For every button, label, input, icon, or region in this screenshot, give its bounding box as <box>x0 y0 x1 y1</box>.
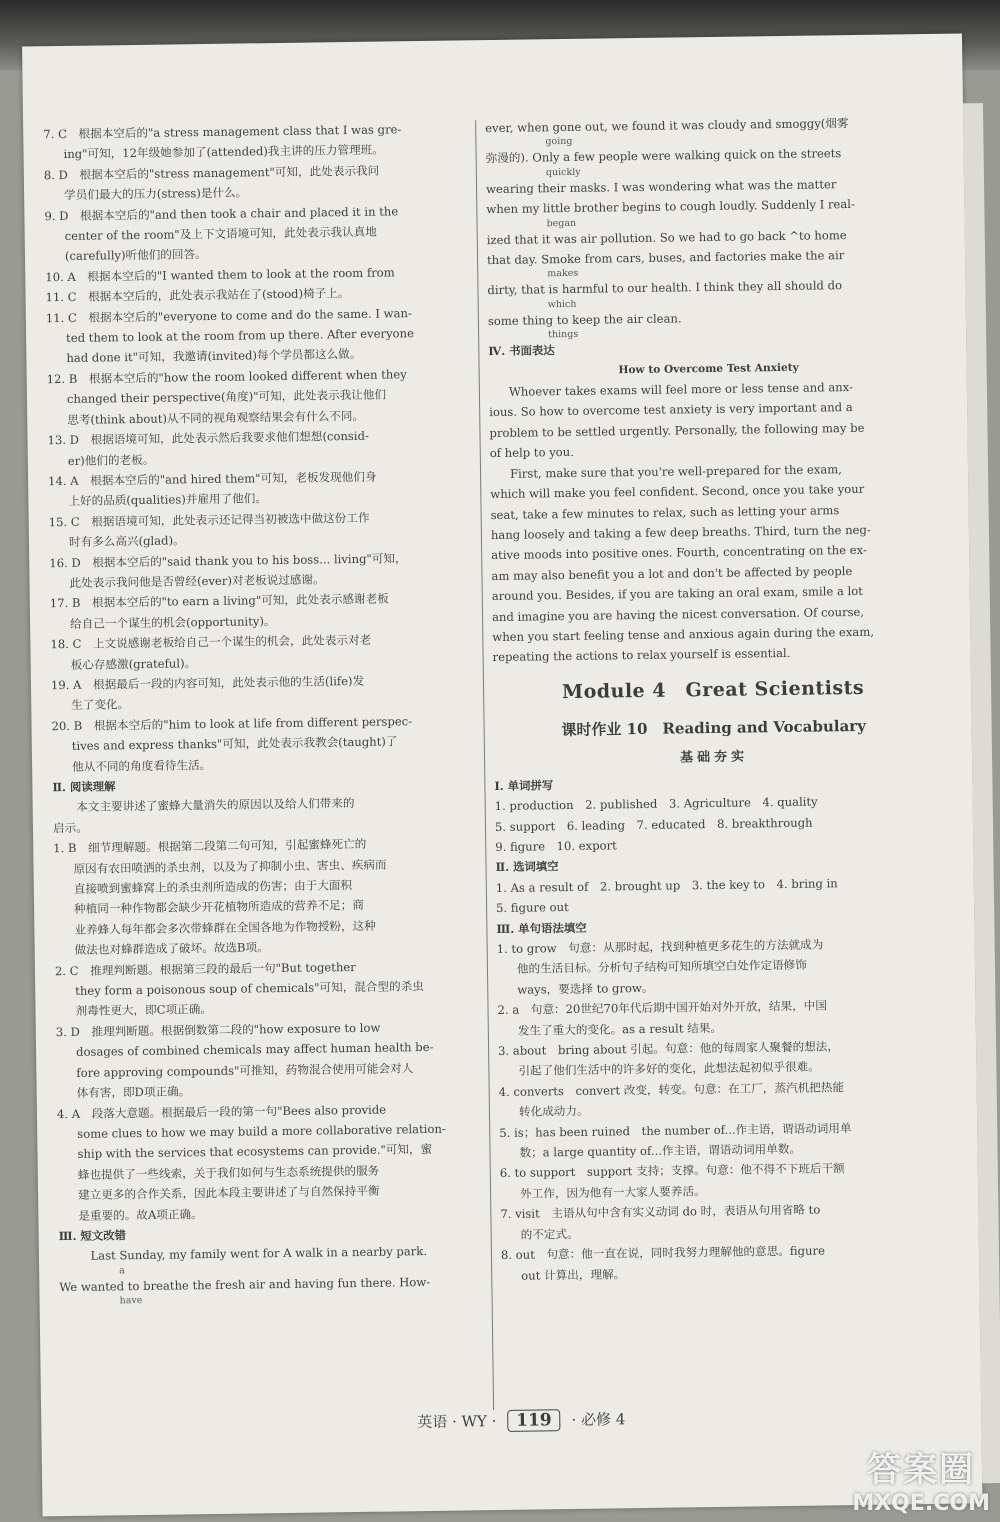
text-line: wearing their masks. I was wondering what was the matter <box>485 177 837 196</box>
answer-line: 9. figure 10. export <box>495 838 617 855</box>
module-title: Module 4 Great Scientists <box>561 676 865 703</box>
text-line: ship with the services that ecosystems can provide."可知，蜜 <box>77 1142 433 1162</box>
text-line: fore approving compounds"可推知，药物混合使用可能会对人 <box>76 1060 414 1080</box>
text-line: that day. Smoke from cars, buses, and factories make the air <box>486 248 845 268</box>
correction-mark: began <box>546 217 577 229</box>
answer-line: 1. As a result of 2. brought up 3. the key to 4. bring in <box>495 876 838 895</box>
text-line: ing"可知，12年级她参加了(attended)我主讲的压力管理班。 <box>63 142 384 162</box>
text-line: er)他们的老板。 <box>67 452 155 468</box>
text-line: We wanted to breathe the fresh air and having fun there. How- <box>59 1274 431 1294</box>
essay-title: How to Overcome Test Anxiety <box>618 361 799 376</box>
essay-line: Whoever takes exams will feel more or less tense and anx- <box>508 380 854 399</box>
text-line: 7. C 根据本空后的"a stress management class that I was gre- <box>43 122 402 142</box>
answer-line: 1. production 2. published 3. Agriculture 4. quality <box>494 794 818 814</box>
essay-body <box>489 376 933 668</box>
essay-line: repeating the actions to relax yourself is essential. <box>492 646 791 665</box>
page-number: 119 <box>507 1409 561 1432</box>
answer-line: 7. visit 主语从句中含有实义动词 do 时，表语从句用省略 to <box>500 1202 821 1222</box>
text-line: 上好的品质(qualities)并雇用了他们。 <box>68 491 268 509</box>
text-line: 1. B 细节理解题。根据第二段第二句可知，引起蜜蜂死亡的 <box>53 837 367 856</box>
text-line: some clues to how we may build a more collaborative relation- <box>77 1121 446 1141</box>
text-line: Last Sunday, my family went for A walk in a nearby park. <box>78 1244 428 1264</box>
section-heading: Ⅱ. 阅读理解 <box>52 779 116 795</box>
text-line: ized that it was air pollution. So we had to go back ^to home <box>486 227 847 247</box>
essay-line: and imagine you are having the nicest conversation. Of course, <box>491 604 865 624</box>
text-line: 启示。 <box>52 820 88 836</box>
text-line: had done it"可知，我邀请(invited)每个学员都这么做。 <box>66 347 362 366</box>
answer-line: 转化成动力。 <box>518 1104 589 1119</box>
text-line: 生了变化。 <box>71 697 130 713</box>
answer-line: 发生了重大的变化。as a result 结果。 <box>517 1020 723 1038</box>
correction-mark: a <box>119 1264 125 1277</box>
vocabulary-answers <box>494 770 941 1286</box>
text-line: 此处表示我问他是否曾经(ever)对老板说过感谢。 <box>69 572 325 590</box>
essay-line: of help to you. <box>489 445 574 461</box>
text-line: 3. D 推理判断题。根据倒数第二段的"how exposure to low <box>55 1020 381 1040</box>
text-line: 12. B 根据本空后的"how the room looked different when they <box>46 367 407 387</box>
text-line: 4. A 段落大意题。根据最后一段的第一句"Bees also provide <box>56 1102 387 1121</box>
text-line: 是重要的。故A项正确。 <box>78 1206 203 1223</box>
text-line: 11. C 根据本空后的"everyone to come and do the same. I wan- <box>45 305 412 325</box>
correction-mark: have <box>119 1295 143 1307</box>
text-line: 18. C 上文说感谢老板给自己一个谋生的机会，此处表示对老 <box>50 632 372 652</box>
watermark-url: MXQE.COM <box>852 1491 990 1516</box>
text-line: dosages of combined chemicals may affect human health be- <box>75 1040 434 1060</box>
text-line: 弥漫的). Only a few people were walking quick on the streets <box>485 146 842 166</box>
text-line: 9. D 根据本空后的"and then took a chair and placed it in the <box>44 203 399 223</box>
text-line: 15. C 根据语境可知，此处表示还记得当初被选中做这份工作 <box>48 510 370 529</box>
section-heading: Ⅳ. 书面表达 <box>488 343 555 359</box>
essay-line: when you start feeling tense and anxious again during the exam, <box>492 624 875 644</box>
text-line: 10. A 根据本空后的"I wanted them to look at the room from <box>45 265 395 285</box>
text-line: 8. D 根据本空后的"stress management"可知，此处表示我问 <box>43 163 380 183</box>
error-correction-continued <box>485 112 928 362</box>
answer-line: 外工作，因为他有一大家人要养活。 <box>520 1184 706 1201</box>
text-line: 13. D 根据语境可知，此处表示然后我要求他们想想(consid- <box>47 428 369 448</box>
text-line: 16. D 根据本空后的"said thank you to his boss... living"可知， <box>49 550 407 570</box>
text-line: 14. A 根据本空后的"and hired them"可知，老板发现他们身 <box>48 469 377 489</box>
watermark-text: 答案圈 <box>867 1450 976 1490</box>
text-line: ever, when gone out, we found it was cloudy and smoggy(烟雾 <box>485 116 849 136</box>
essay-line: First, make sure that you're well-prepared for the exam, <box>509 461 842 481</box>
right-column <box>485 112 941 1286</box>
text-line: 做法也对蜂群造成了破坏。故选B项。 <box>74 940 269 958</box>
text-line: 给自己一个谋生的机会(opportunity)。 <box>70 613 276 631</box>
essay-line: seat, take a few minutes to relax, such as letting your arms <box>490 502 840 522</box>
answer-line: 5. is；has been ruined the number of...作主语，谓语动词用单 <box>499 1120 852 1140</box>
answer-line: 1. to grow 句意：从那时起，找到种植更多花生的方法就成为 <box>496 937 824 957</box>
text-line: 11. C 根据本空后的，此处表示我站在了(stood)椅子上。 <box>45 286 350 305</box>
left-column <box>43 118 489 1307</box>
essay-line: ative moods into positive ones. Fourth, concentrating on the ex- <box>491 543 867 563</box>
text-line: 思考(think about)从不同的视角观察结果会有什么不同。 <box>67 408 365 427</box>
answer-line: 2. a 句意：20世纪70年代后期中国开始对外开放，结果，中国 <box>497 998 828 1018</box>
answer-line: 引起了他们生活中的许多好的变化，此想法起初似乎很难。 <box>518 1059 820 1079</box>
section-heading: Ⅲ. 单句语法填空 <box>496 920 587 936</box>
answer-line: 他的生活目标。分析句子结构可知所填空白处作定语修饰 <box>516 958 807 977</box>
text-line: 本文主要讲述了蜜蜂大量消失的原因以及给人们带来的 <box>64 796 355 815</box>
answer-line: 5. support 6. leading 7. educated 8. breakthrough <box>494 815 813 834</box>
page-edge <box>963 103 1000 1483</box>
correction-mark: going <box>545 136 573 148</box>
answer-line: ways，要选择 to grow。 <box>517 980 654 997</box>
text-line: 业养蜂人每年都会多次带蜂群在全国各地为作物授粉，这种 <box>74 918 376 937</box>
text-line: 学员们最大的压力(stress)是什么。 <box>64 185 248 203</box>
text-line: 他从不同的角度看待生活。 <box>72 757 212 774</box>
essay-line: around you. Besides, if you are taking an oral exam, smile a lot <box>491 584 863 604</box>
text-line: (carefully)听他们的回答。 <box>64 247 207 264</box>
watermark-logo <box>852 1442 990 1516</box>
text-line: center of the room"及上下文语境可知，此处表示我认真地 <box>64 224 377 244</box>
answer-line: 的不定式。 <box>520 1226 579 1242</box>
answer-line: 8. out 句意：他一直在说，同时我努力理解他的意思。figure <box>500 1243 825 1263</box>
text-line: 建立更多的合作关系，因此本段主要讲述了与自然保持平衡 <box>77 1183 380 1203</box>
essay-line: ious. So how to overcome test anxiety is very important and a <box>489 400 853 420</box>
essay-line: problem to be settled urgently. Personally, the following may be <box>489 420 865 440</box>
answer-line: 3. about bring about 引起。句意：他的每周家人聚餐的想法， <box>498 1039 840 1059</box>
lesson-title: 课时作业 10 Reading and Vocabulary <box>561 716 866 739</box>
text-line: 19. A 根据最后一段的内容可知，此处表示他的生活(life)发 <box>50 673 365 693</box>
text-line: 直接喷到蜜蜂窝上的杀虫剂所造成的伤害；由于大面积 <box>73 878 353 896</box>
text-line: 17. B 根据本空后的"to earn a living"可知，此处表示感谢老板 <box>49 591 389 611</box>
answer-line: out 计算出，理解。 <box>521 1266 626 1283</box>
section-heading: 基础夯实 <box>679 749 749 766</box>
text-line: dirty, that is harmful to our health. I think they all should do <box>487 278 843 298</box>
page-footer <box>341 1407 701 1434</box>
text-line: 原因有农田喷洒的杀虫剂，以及为了抑制小虫、害虫、疾病而 <box>73 857 387 876</box>
correction-mark: which <box>547 298 577 311</box>
text-line: tives and express thanks"可知，此处表示我教会(taught)了 <box>71 734 398 754</box>
essay-line: hang loosely and taking a few deep breaths. Third, turn the neg- <box>490 522 871 542</box>
text-line: 种植同一种作物都会缺少开花植物所造成的营养不足；商 <box>73 898 365 917</box>
text-line: they form a poisonous soup of chemicals"可知，混合型的杀虫 <box>75 979 424 998</box>
correction-mark: quickly <box>545 166 581 179</box>
correction-mark: things <box>548 329 579 341</box>
text-line: changed their perspective(角度)"可知，此处表示我让他们 <box>66 387 387 407</box>
text-line: when my little brother begins to cough loudly. Suddenly I real- <box>486 197 855 217</box>
answer-line: 6. to support support 支持；支撑。句意：他不得不下班后干额 <box>499 1161 845 1181</box>
text-line: 板心存感激(grateful)。 <box>70 655 197 672</box>
section-heading: Ⅲ. 短文改错 <box>58 1228 127 1244</box>
text-line: 时有多么高兴(glad)。 <box>68 533 185 550</box>
section-heading: Ⅱ. 选词填空 <box>495 859 559 875</box>
text-line: some thing to keep the air clean. <box>487 311 682 328</box>
text-line: 20. B 根据本空后的"him to look at life from different perspec- <box>51 713 413 733</box>
textbook-page <box>22 33 982 1516</box>
answer-line: 5. figure out <box>496 900 569 916</box>
text-line: 剂毒性更大，即C项正确。 <box>75 1002 213 1019</box>
text-line: ted them to look at the room from up there. After everyone <box>66 326 414 346</box>
essay-line: am may also benefit you a lot and don't be affected by people <box>491 563 853 583</box>
answer-line: 4. converts convert 改变，转变。句意：在工厂，蒸汽机把热能 <box>498 1080 845 1099</box>
text-line: 体有害，即D项正确。 <box>76 1084 191 1100</box>
text-line: 蜂也提供了一些线索，关于我们如何与生态系统提供的服务 <box>77 1163 380 1182</box>
answer-line: 数；a large quantity of...作主语，谓语动词用单数。 <box>519 1141 802 1160</box>
footer-volume: · 必修 4 <box>571 1410 626 1430</box>
section-heading: Ⅰ. 单词拼写 <box>494 777 554 793</box>
correction-mark: makes <box>547 268 579 280</box>
footer-subject: 英语 · WY · <box>417 1412 497 1432</box>
essay-line: which will make you feel confident. Second, once you take your <box>490 481 865 502</box>
text-line: 2. C 推理判断题。根据第三段的最后一句"But together <box>54 959 356 978</box>
